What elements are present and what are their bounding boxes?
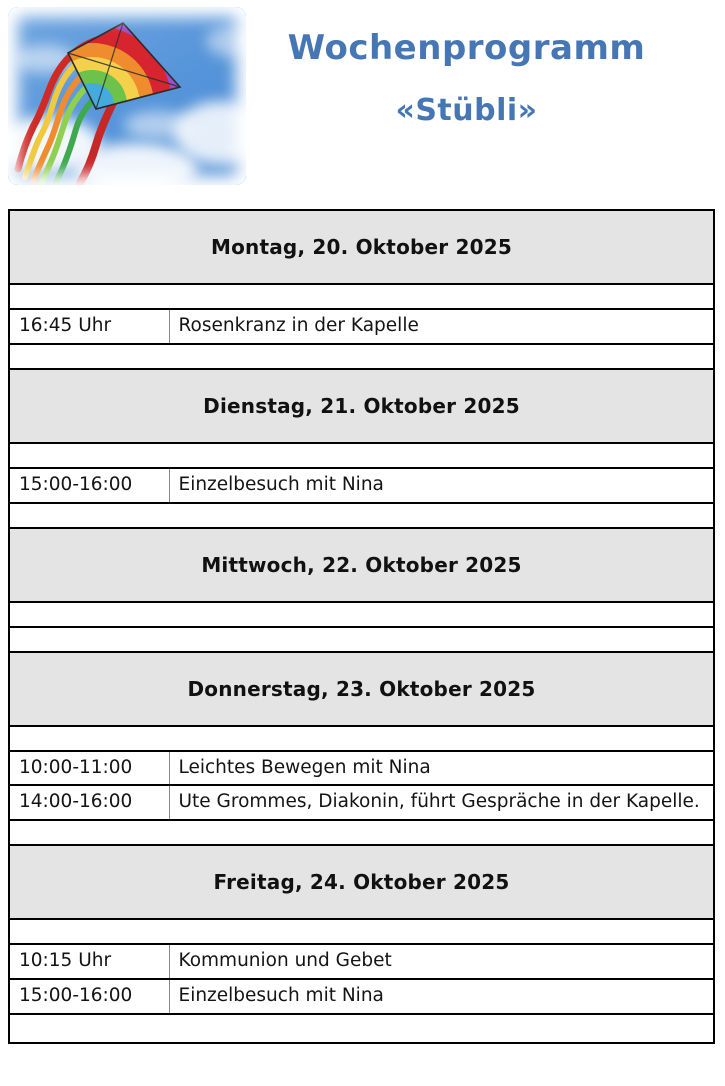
spacer-cell: [9, 919, 714, 944]
title-block: [246, 0, 725, 127]
spacer-row: [9, 1014, 714, 1043]
day-title: Dienstag, 21. Oktober 2025: [9, 369, 714, 443]
masthead: [0, 0, 725, 188]
page-title: Wochenprogramm: [287, 28, 646, 68]
kite-image: [8, 7, 246, 185]
spacer-row: [9, 726, 714, 751]
event-time: 10:00-11:00: [9, 751, 169, 786]
day-title: Montag, 20. Oktober 2025: [9, 210, 714, 284]
event-time: 14:00-16:00: [9, 785, 169, 820]
spacer-cell: [9, 820, 714, 845]
spacer-cell: [9, 503, 714, 528]
page-subtitle: «Stübli»: [395, 93, 538, 129]
spacer-cell: [9, 726, 714, 751]
spacer-row: [9, 443, 714, 468]
spacer-cell: [9, 1014, 714, 1043]
spacer-cell: [9, 344, 714, 369]
spacer-row: [9, 503, 714, 528]
kite-illustration: [8, 7, 246, 185]
event-time: 16:45 Uhr: [9, 309, 169, 344]
day-title: Donnerstag, 23. Oktober 2025: [9, 652, 714, 726]
event-time: 15:00-16:00: [9, 468, 169, 503]
day-header-dienstag: [9, 369, 714, 443]
event-row: [9, 944, 714, 979]
day-header-montag: [9, 210, 714, 284]
spacer-row: [9, 344, 714, 369]
spacer-row: [9, 627, 714, 652]
event-activity: Einzelbesuch mit Nina: [169, 979, 714, 1014]
event-row: [9, 751, 714, 786]
day-header-freitag: [9, 845, 714, 919]
day-header-mittwoch: [9, 528, 714, 602]
spacer-cell: [9, 627, 714, 652]
event-row: [9, 468, 714, 503]
event-row: [9, 309, 714, 344]
event-activity: Rosenkranz in der Kapelle: [169, 309, 714, 344]
spacer-row: [9, 820, 714, 845]
event-activity: Leichtes Bewegen mit Nina: [169, 751, 714, 786]
schedule-table: [8, 209, 715, 1044]
event-time: 10:15 Uhr: [9, 944, 169, 979]
event-row: [9, 785, 714, 820]
day-title: Freitag, 24. Oktober 2025: [9, 845, 714, 919]
event-activity: Einzelbesuch mit Nina: [169, 468, 714, 503]
event-time: 15:00-16:00: [9, 979, 169, 1014]
spacer-row: [9, 602, 714, 627]
spacer-cell: [9, 443, 714, 468]
event-activity: Ute Grommes, Diakonin, führt Gespräche in der Kapelle.: [169, 785, 714, 820]
day-title: Mittwoch, 22. Oktober 2025: [9, 528, 714, 602]
event-row: [9, 979, 714, 1014]
spacer-row: [9, 284, 714, 309]
event-activity: Kommunion und Gebet: [169, 944, 714, 979]
spacer-row: [9, 919, 714, 944]
spacer-cell: [9, 602, 714, 627]
day-header-donnerstag: [9, 652, 714, 726]
spacer-cell: [9, 284, 714, 309]
